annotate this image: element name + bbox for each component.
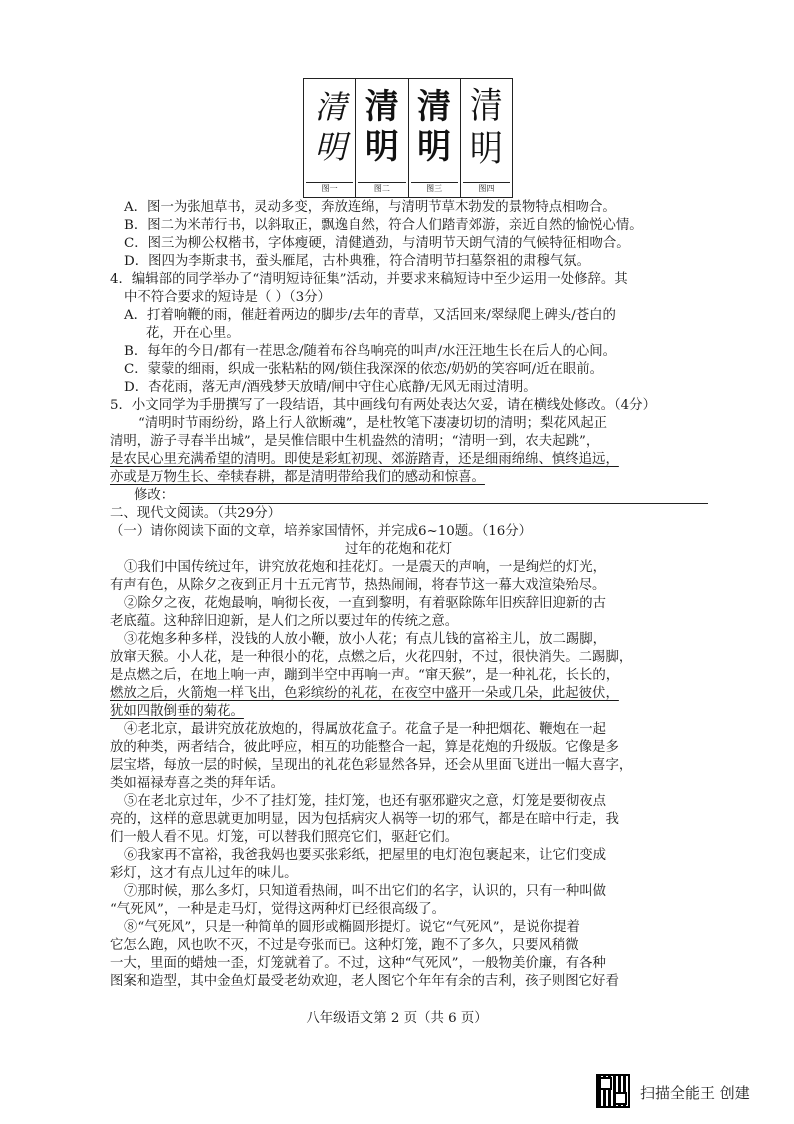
article-line: ①我们中国传统过年，讲究放花炮和挂花灯。一是震天的声响，一是绚烂的灯光， — [124, 560, 607, 575]
article-line: 老底蕴。这种辞旧迎新，是人们之所以要过年的传统之意。 — [110, 614, 459, 629]
q5-stem: 5．小文同学为手册撰写了一段结语，其中画线句有两处表达欠妥，请在横线处修改。（4分） — [110, 398, 656, 413]
figure-chars: 清明 — [314, 88, 345, 166]
figure-panel-1 — [304, 79, 356, 197]
q5-revise-label: 修改： — [134, 488, 175, 503]
section-subheading: （一）请你阅读下面的文章，培养家国情怀，并完成6~10题。（16分） — [110, 524, 533, 539]
figure-caption: 图四 — [463, 182, 510, 195]
article-line: ⑦那时候，那么多灯，只知道看热闹，叫不出它们的名字，认识的，只有一种叫做 — [124, 884, 607, 899]
article-line: 放的种类，两者结合，彼此呼应，相互的功能整合一起，算是花炮的升级版。它像是多 — [110, 740, 619, 755]
qr-code-icon — [596, 1074, 630, 1108]
article-line: 放窜天猴。小人花，是一种很小的花，点燃之后，火花四射，不过，很快消失。二踢脚， — [110, 650, 633, 665]
article-line: 它怎么跑，风也吹不灭，不过是夸张而已。这种灯笼，跑不了多久，只要风稍微 — [110, 938, 579, 953]
calligraphy-figure — [303, 78, 513, 198]
page-footer: 八年级语文第 2 页（共 6 页） — [306, 1011, 488, 1026]
figure-panel-2 — [356, 79, 408, 197]
article-line: ⑤在老北京过年，少不了挂灯笼，挂灯笼，也还有驱邪避灾之意，灯笼是要彻夜点 — [124, 794, 607, 809]
q4-stem-cont: 中不符合要求的短诗是（ ）（3分） — [124, 290, 331, 305]
q4-option-a-cont: 花，开在心里。 — [146, 326, 240, 341]
article-line: 类如福禄寿喜之类的拜年话。 — [110, 776, 285, 791]
article-line: 图案和造型，其中金鱼灯最受老幼欢迎，老人图它个年年有余的吉利，孩子则图它好看 — [110, 974, 619, 989]
article-line: 一大，里面的蜡烛一歪，灯笼就着了。不过，这种“气死风”，一般物美价廉，有各种 — [110, 956, 606, 971]
article-underlined-line: 犹如四散倒垂的菊花。 — [110, 704, 244, 719]
article-line: 们一般人看不见。灯笼，可以替我们照亮它们，驱赶它们。 — [110, 830, 459, 845]
article-line: ④老北京，最讲究放花放炮的，得属放花盒子。花盒子是一种把烟花、鞭炮在一起 — [124, 722, 607, 737]
article-line: ⑧“气死风”，只是一种简单的圆形或椭圆形提灯。说它“气死风”，是说你提着 — [124, 920, 580, 935]
figure-panel-3 — [409, 79, 461, 197]
figure-caption: 图二 — [358, 182, 405, 195]
q4-option-b: B．每年的今日/都有一茬思念/随着布谷鸟响亮的叫声/水汪汪地生长在后人的心间。 — [124, 344, 617, 359]
article-line: “气死风”，一种是走马灯，觉得这两种灯已经很高级了。 — [110, 902, 446, 917]
q3-option-d: D．图四为李斯隶书，蚕头雁尾，古朴典雅，符合清明节扫墓祭祖的肃穆气氛。 — [124, 254, 591, 269]
q4-stem: 4．编辑部的同学举办了“清明短诗征集”活动，并要求来稿短诗中至少运用一处修辞。其 — [110, 272, 628, 287]
article-line: ③花炮多种多样，没钱的人放小鞭，放小人花；有点儿钱的富裕主儿，放二踢脚， — [124, 632, 607, 647]
q5-underlined-line: 亦或是万物生长、牵犊春耕，都是清明带给我们的感动和惊喜。 — [110, 470, 485, 485]
figure-chars: 清明 — [417, 87, 452, 167]
figure-caption: 图一 — [306, 182, 353, 195]
article-underlined-line: 燃放之后，火箭炮一样飞出，色彩缤纷的礼花，在夜空中盛开一朵或几朵，此起彼伏， — [110, 686, 619, 701]
section-heading: 二、现代文阅读。（共29分） — [110, 506, 282, 521]
article-line: 亮的，这样的意思就更加明显，因为包括病灾人祸等一切的邪气，都是在暗中行走，我 — [110, 812, 619, 827]
article-line: 有声有色，从除夕之夜到正月十五元宵节，热热闹闹，将春节这一幕大戏渲染殆尽。 — [110, 578, 606, 593]
figure-chars: 清明 — [469, 83, 503, 170]
figure-caption: 图三 — [411, 182, 458, 195]
q3-option-a: A．图一为张旭草书，灵动多变，奔放连绵，与清明节草木勃发的景物特点相吻合。 — [124, 200, 616, 215]
q5-underlined-line: 是农民心里充满希望的清明。即使是彩虹初现、郊游踏青，还是细雨绵绵、慎终追远， — [110, 452, 619, 467]
q4-option-a: A．打着响鞭的雨，催赶着两边的脚步/去年的青草，又活回来/翠绿爬上碑头/苍白的 — [124, 308, 616, 323]
q3-option-b: B．图二为米芾行书，以斜取正，飘逸自然，符合人们踏青郊游，亲近自然的愉悦心情。 — [124, 218, 643, 233]
article-line: 是点燃之后，在地上响一声，蹦到半空中再响一声。“窜天猴”，是一种礼花，长长的， — [110, 668, 620, 683]
scanner-watermark: 扫描全能王 创建 — [640, 1084, 750, 1102]
article-line: 彩灯，这才有点儿过年的味儿。 — [110, 866, 298, 881]
q5-passage-line: 清明，游子寻春半出城”，是吴惟信眼中生机盎然的清明；“清明一到，农夫起跳”， — [110, 434, 600, 449]
article-line: ②除夕之夜，花炮最响，响彻长夜，一直到黎明，有着驱除陈年旧疾辞旧迎新的古 — [124, 596, 607, 611]
q3-option-c: C．图三为柳公权楷书，字体瘦硬，清健遒劲，与清明节天朗气清的气候特征相吻合。 — [124, 236, 630, 251]
q4-option-c: C．蒙蒙的细雨，织成一张粘粘的网/锁住我深深的依恋/奶奶的笑容呵/近在眼前。 — [124, 362, 604, 377]
article-line: 层宝塔，每放一层的时候，呈现出的礼花色彩显然各异，还会从里面飞迸出一幅大喜字， — [110, 758, 633, 773]
q4-option-d: D．杏花雨，落无声/酒残梦天放晴/闸中守住心底静/无风无雨过清明。 — [124, 380, 537, 395]
q5-passage-line: “清明时节雨纷纷，路上行人欲断魂”，是杜牧笔下凄凄切切的清明；梨花风起正 — [138, 416, 607, 431]
answer-blank-line[interactable] — [180, 503, 708, 504]
figure-chars: 清明 — [364, 87, 399, 167]
article-line: ⑥我家再不富裕，我爸我妈也要买张彩纸，把屋里的电灯泡包裹起来，让它们变成 — [124, 848, 607, 863]
article-title: 过年的花炮和花灯 — [345, 542, 453, 557]
figure-panel-4 — [461, 79, 512, 197]
